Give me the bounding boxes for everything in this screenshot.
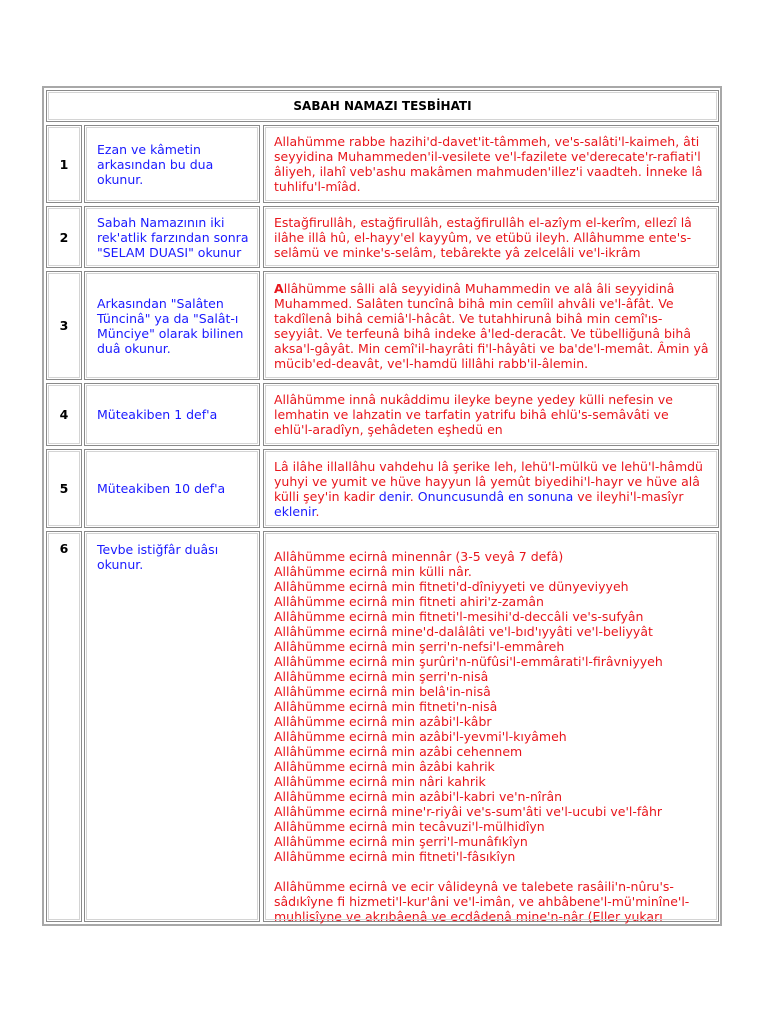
prayer-line: Allâhümme ecirnâ min fitneti'd-dîniyyeti ve dünyeviyyeh xyxy=(274,579,629,594)
row-description: Müteakiben 10 def'a xyxy=(84,449,260,528)
row-prayer-text xyxy=(263,383,719,446)
table-title: SABAH NAMAZI TESBİHATI xyxy=(46,90,719,122)
prayer-initial: A xyxy=(274,280,284,296)
row-number: 4 xyxy=(46,383,82,446)
row-prayer-text xyxy=(263,206,719,268)
prayer-line: Allâhümme ecirnâ min külli nâr. xyxy=(274,564,472,579)
prayer-lines xyxy=(274,549,710,864)
prayer-line: Allâhümme ecirnâ min fitneti'n-nisâ xyxy=(274,699,498,714)
row-number: 2 xyxy=(46,206,82,268)
prayer-line: Allâhümme ecirnâ min tecâvuzi'l-mülhidîyn xyxy=(274,819,545,834)
row-number: 3 xyxy=(46,271,82,380)
prayer-body: Lâ ilâhe illallâhu vahdehu lâ şerike leh, lehü'l-mülkü ve lehü'l-hâmdü yuhyi ve yumit ve hüve hayyun lâ yemût biyedihi'l-hayr ve hüve alâ külli şey'in kadir xyxy=(274,458,703,504)
prayer-text xyxy=(274,281,710,371)
instruction-text: denir xyxy=(378,488,410,504)
prayer-text: Allahümme rabbe hazihi'd-davet'it-tâmmeh, ve's-salâti'l-kaimeh, âti seyyidina Muhammeden'il-vesilete ve'l-fazilete ve'derecate'r-rafiati'l âliyeh, ilahî veb'ashu makâmen mahmuden'illez'i vaadteh. İnneke lâ tuhlifu'l-mîâd. xyxy=(274,134,703,194)
row-description: Müteakiben 1 def'a xyxy=(84,383,260,446)
row-prayer-text xyxy=(263,531,719,922)
prayer-punctuation: . xyxy=(315,503,320,519)
prayer-line: Allâhümme ecirnâ min belâ'in-nisâ xyxy=(274,684,491,699)
prayer-line: Allâhümme ecirnâ min şerri'l-munâfıkîyn xyxy=(274,834,528,849)
row-prayer-text xyxy=(263,125,719,203)
prayer-line: Allâhümme ecirnâ min azâbi cehennem xyxy=(274,744,523,759)
prayer-line: Allâhümme ecirnâ min azâbi'l-kabri ve'n-nîrân xyxy=(274,789,563,804)
prayer-text: Allâhümme innâ nukâddimu ileyke beyne yedey külli nefesin ve lemhatin ve lahzatin ve tarfatin yatrifu bihâ ehlü's-semâvâti ve ehlü'l-aradîyn, şehâdeten eşhedü en xyxy=(274,392,673,437)
prayer-line: Allâhümme ecirnâ min nâri kahrik xyxy=(274,774,486,789)
prayer-line: Allâhümme ecirnâ min şerri'n-nisâ xyxy=(274,669,489,684)
row-prayer-text xyxy=(263,271,719,380)
prayer-line: Allâhümme ecirnâ min şurûri'n-nüfûsi'l-emmârati'l-firâvniyyeh xyxy=(274,654,663,669)
row-description: Sabah Namazının iki rek'atlik farzından sonra "SELAM DUASI" okunur xyxy=(84,206,260,268)
instruction-text: eklenir xyxy=(274,503,316,519)
prayer-line: Allâhümme ecirnâ min âzâbi kahrik xyxy=(274,759,495,774)
row-description: Ezan ve kâmetin arkasından bu dua okunur. xyxy=(84,125,260,203)
instruction-text: Onuncusundâ en sonuna xyxy=(417,488,574,504)
closing-prayer: Allâhümme ecirnâ ve ecir vâlideynâ ve talebete rasâili'n-nûru's-sâdıkîyne fi hizmeti'l-kur'âni ve'l-imân, ve ahbâbene'l-mü'minîne'l-muhlisîyne ve akrıbâenâ ve ecdâdenâ mine'n-nâr (Eller yukarı xyxy=(274,879,690,924)
prayer-line: Allâhümme ecirnâ mine'r-riyâi ve's-sum'âti ve'l-ucubi ve'l-fâhr xyxy=(274,804,663,819)
prayer-text xyxy=(274,459,710,519)
prayer-line: Allâhümme ecirnâ min azâbi'l-yevmi'l-kıyâmeh xyxy=(274,729,567,744)
prayer-line: Allâhümme ecirnâ min fitneti'l-fâsıkîyn xyxy=(274,849,516,864)
prayer-body: llâhümme sâlli alâ seyyidinâ Muhammedin ve alâ âli seyyidinâ Muhammed. Salâten tuncînâ bihâ min cemîil ahvâli ve'l-âfât. Ve takdîlenâ bihâ cemiâ'l-hâcât. Ve tutahhirunâ bihâ min cemî'ıs-seyyiât. Ve terfeunâ bihâ indeke â'led-deracât. Ve tübelliğunâ bihâ aksa'l-gâyât. Min cemî'il-hayrâti fi'l-hâyâti ve ba'de'l-memât. Âmin yâ mücib'ed-deavât, ve'l-hamdü lillâhi rabb'il-âlemin. xyxy=(274,280,709,371)
row-description: Tevbe istiğfâr duâsı okunur. xyxy=(84,531,260,922)
row-number: 5 xyxy=(46,449,82,528)
prayer-line: Allâhümme ecirnâ mine'd-dalâlâti ve'l-bıd'ıyyâti ve'l-beliyyât xyxy=(274,624,653,639)
prayer-punctuation: . xyxy=(409,488,418,504)
prayer-body: ve ileyhi'l-masîyr xyxy=(573,488,684,504)
prayer-text: Estağfirullâh, estağfirullâh, estağfirullâh el-azîym el-kerîm, ellezî lâ ilâhe illâ hû, el-hayy'el kayyûm, ve etübü ileyh. Allâhumme ente's-selâmü ve minke's-selâm, tebârekte yâ zelcelâli ve'l-ikrâm xyxy=(274,214,692,260)
prayer-line: Allâhümme ecirnâ min fitneti ahiri'z-zamân xyxy=(274,594,544,609)
prayer-text xyxy=(274,532,710,924)
prayer-line: Allâhümme ecirnâ min şerri'n-nefsi'l-emmâreh xyxy=(274,639,565,654)
prayer-line: Allâhümme ecirnâ min fitneti'l-mesihi'd-deccâli ve's-sufyân xyxy=(274,609,644,624)
prayer-line: Allâhümme ecirnâ minennâr (3-5 veyâ 7 defâ) xyxy=(274,549,564,564)
row-number: 6 xyxy=(46,531,82,922)
row-description: Arkasından "Salâten Tüncinâ" ya da "Salât-ı Münciye" olarak bilinen duâ okunur. xyxy=(84,271,260,380)
row-prayer-text xyxy=(263,449,719,528)
row-number: 1 xyxy=(46,125,82,203)
prayer-line: Allâhümme ecirnâ min azâbi'l-kâbr xyxy=(274,714,492,729)
